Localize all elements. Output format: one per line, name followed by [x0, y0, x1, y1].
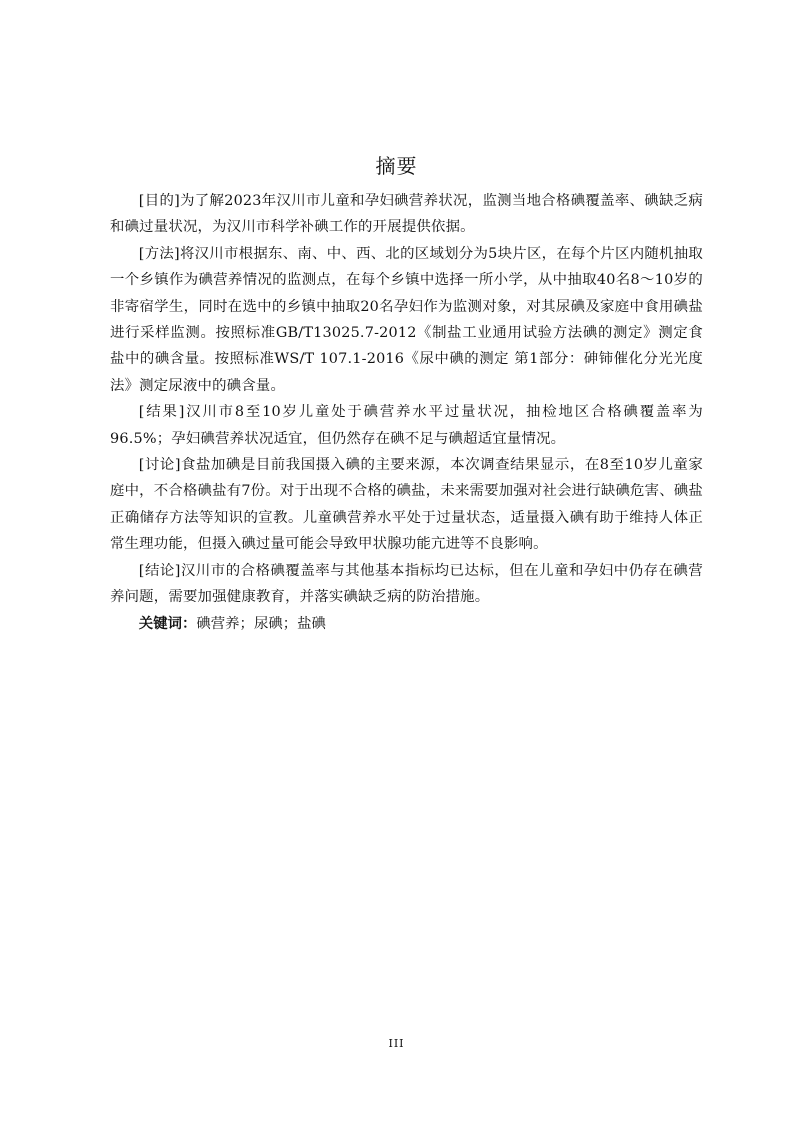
keywords-line	[110, 611, 703, 637]
paragraph-objective: [目的]为了解2023年汉川市儿童和孕妇碘营养状况，监测当地合格碘覆盖率、碘缺乏病和碘过量状况，为汉川市科学补碘工作的开展提供依据。	[110, 193, 703, 236]
paragraph-results: [结果]汉川市8至10岁儿童处于碘营养水平过量状况，抽检地区合格碘覆盖率为96.5%；孕妇碘营养状况适宜，但仍然存在碘不足与碘超适宜量情况。	[110, 404, 703, 447]
keywords-label: 关键词：	[138, 615, 197, 632]
keywords-items: 碘营养；尿碘；盐碘	[196, 615, 326, 632]
page-number: III	[388, 1037, 405, 1050]
paragraph-methods: [方法]将汉川市根据东、南、中、西、北的区域划分为5块片区，在每个片区内随机抽取一个乡镇作为碘营养情况的监测点，在每个乡镇中选择一所小学，从中抽取40名8～10岁的非寄宿学生，同时在选中的乡镇中抽取20名孕妇作为监测对象，对其尿碘及家庭中食用碘盐进行采样监测。按照标准GB/T13025.7-2012《制盐工业通用试验方法碘的测定》测定食盐中的碘含量。按照标准WS/T 107.1-2016《尿中碘的测定 第1部分：砷铈催化分光光度法》测定尿液中的碘含量。	[110, 245, 703, 394]
abstract-body	[110, 188, 703, 637]
paragraph-discussion: [讨论]食盐加碘是目前我国摄入碘的主要来源，本次调查结果显示，在8至10岁儿童家庭中，不合格碘盐有7份。对于出现不合格的碘盐，未来需要加强对社会进行缺碘危害、碘盐正确储存方法等知识的宣教。儿童碘营养水平处于过量状态，适量摄入碘有助于维持人体正常生理功能，但摄入碘过量可能会导致甲状腺功能亢进等不良影响。	[110, 457, 703, 553]
paragraph-conclusion: [结论]汉川市的合格碘覆盖率与其他基本指标均已达标，但在儿童和孕妇中仍存在碘营养问题，需要加强健康教育，并落实碘缺乏病的防治措施。	[110, 562, 703, 606]
abstract-title: 摘要	[375, 154, 418, 179]
